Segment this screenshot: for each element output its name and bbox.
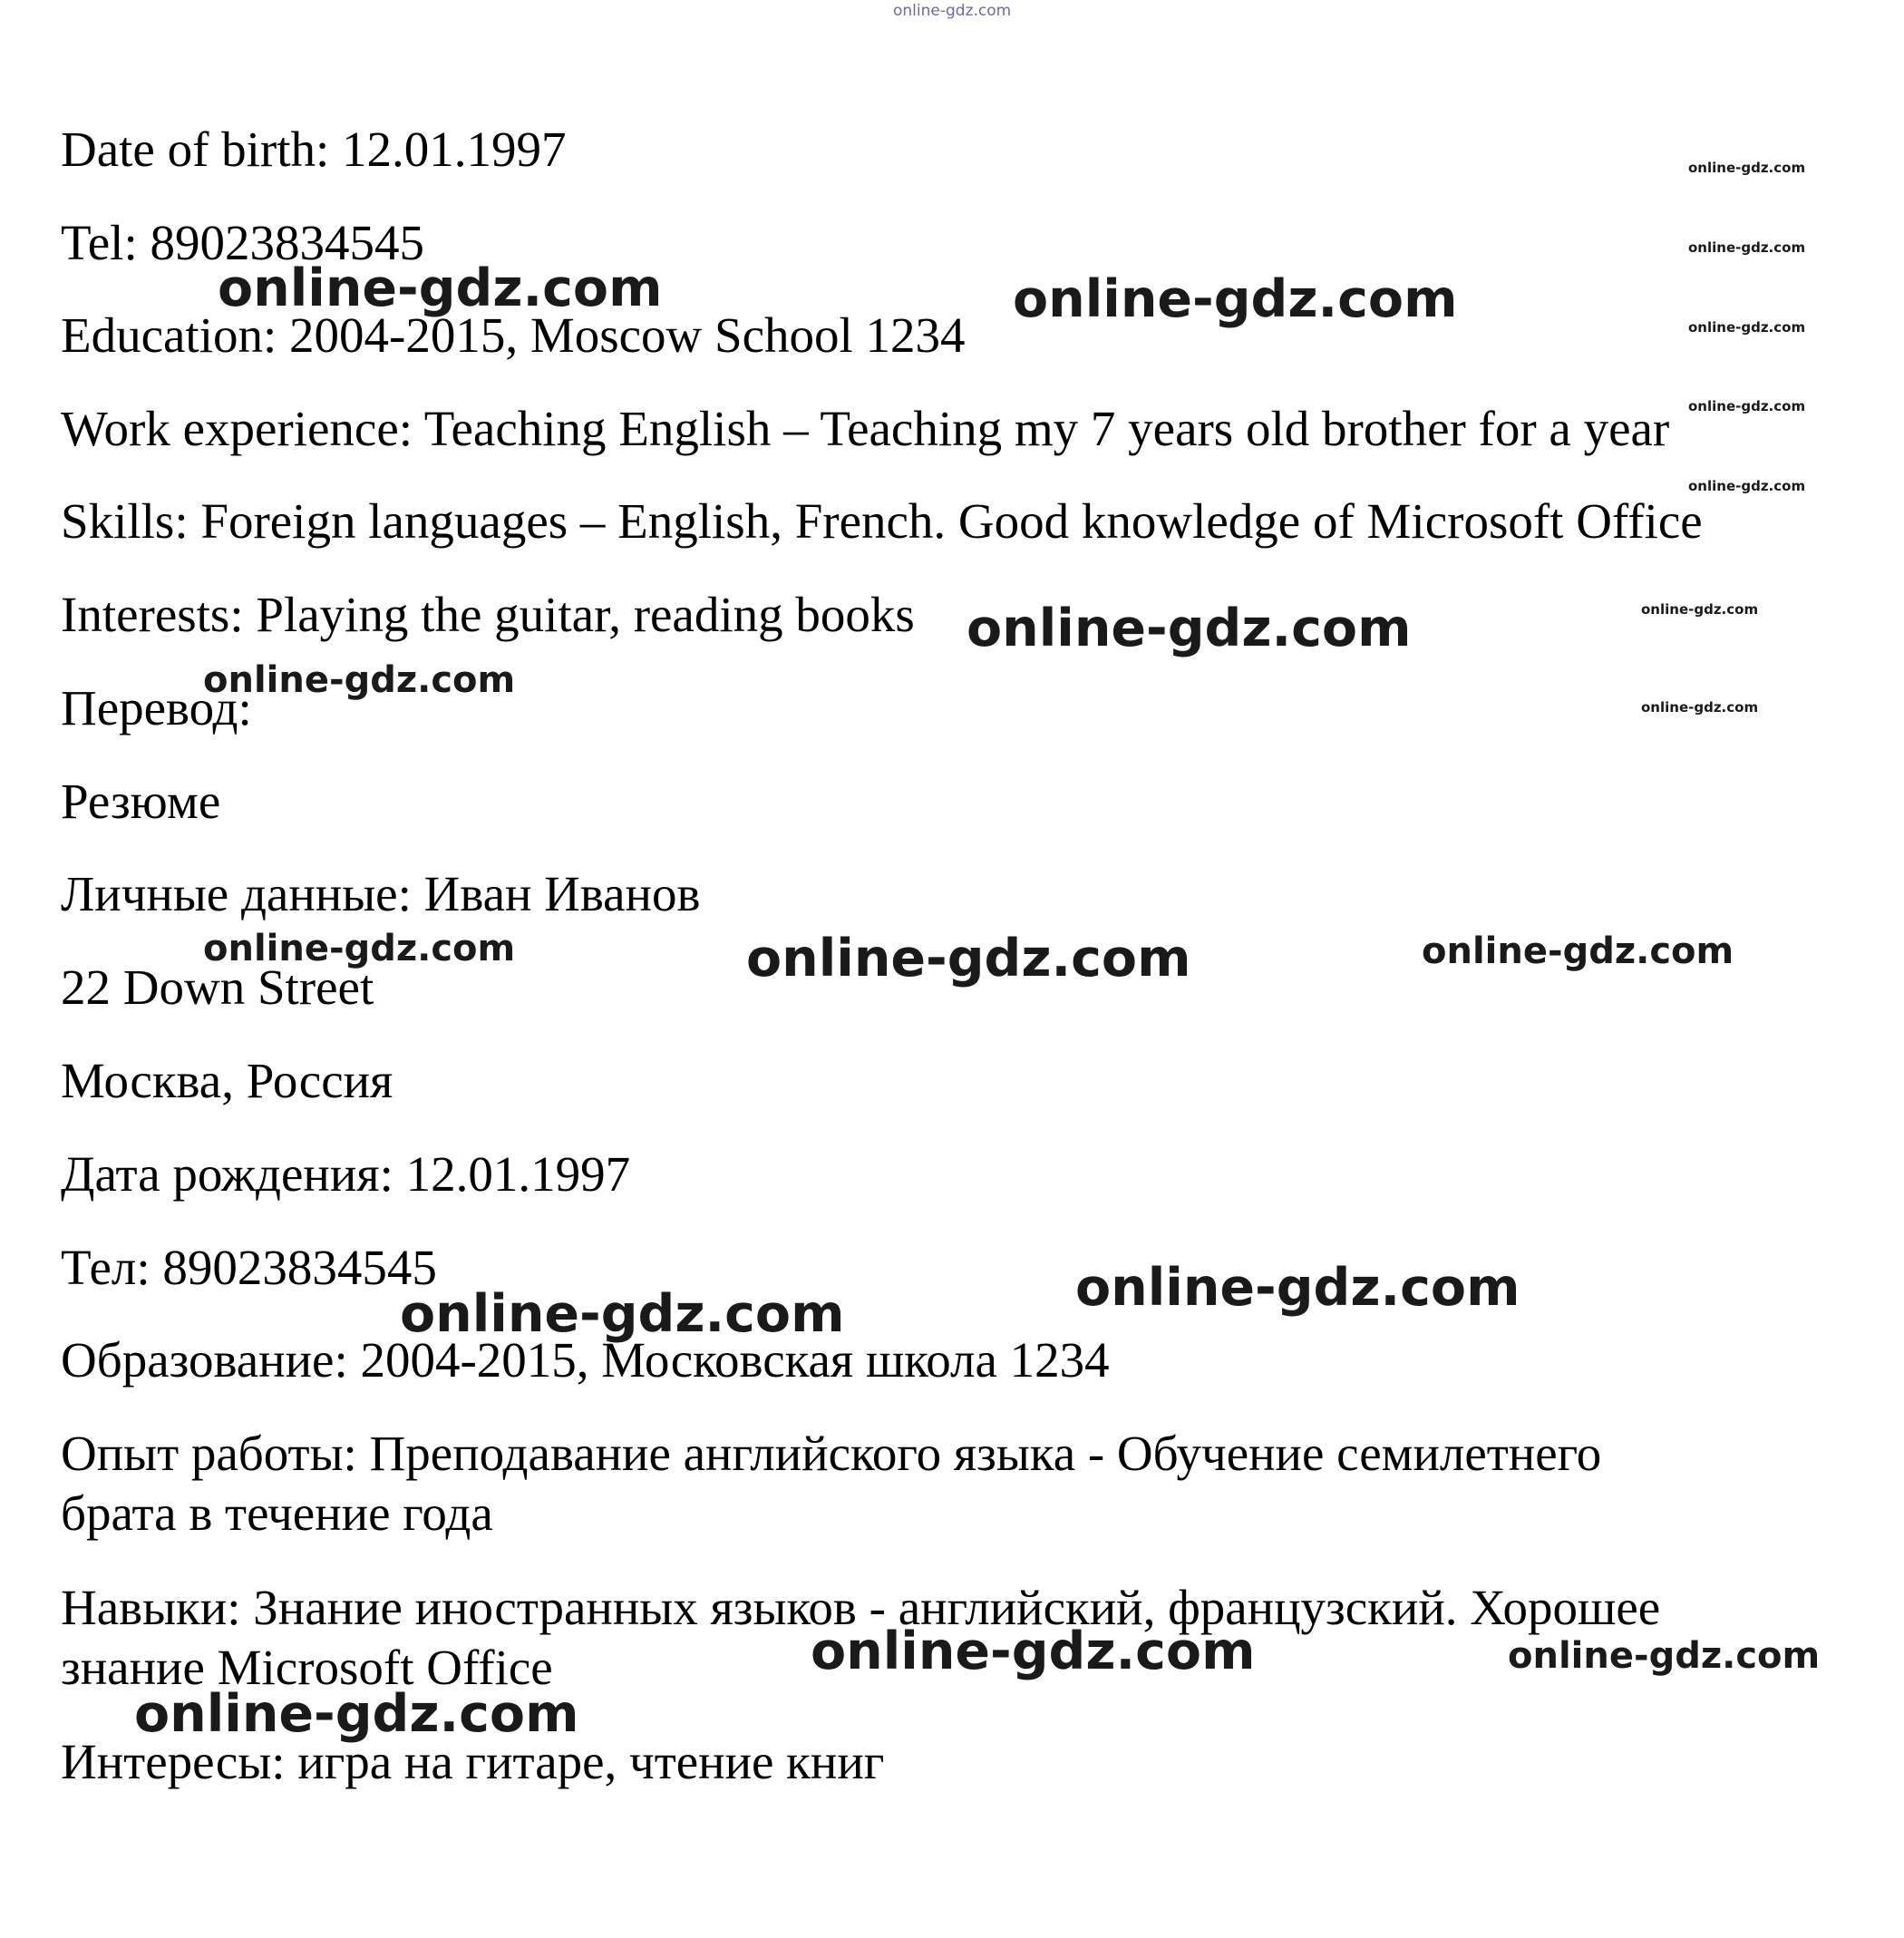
watermark-small: online-gdz.com: [1688, 398, 1806, 414]
ru-date-of-birth-line: Дата рождения: 12.01.1997: [61, 1146, 631, 1202]
watermark-large: online-gdz.com: [967, 599, 1412, 658]
watermark-small: online-gdz.com: [1688, 160, 1806, 176]
watermark-large: online-gdz.com: [218, 258, 663, 318]
ru-tel-line: Тел: 89023834545: [61, 1240, 437, 1295]
watermark-large: online-gdz.com: [811, 1621, 1256, 1681]
watermark-medium: online-gdz.com: [203, 659, 516, 701]
tel-line: Tel: 89023834545: [61, 215, 424, 270]
watermark-large: online-gdz.com: [134, 1684, 579, 1744]
watermark-medium: online-gdz.com: [1508, 1635, 1821, 1677]
resume-title: Резюме: [61, 774, 221, 829]
education-line: Education: 2004-2015, Moscow School 1234: [61, 307, 966, 363]
date-of-birth-line: Date of birth: 12.01.1997: [61, 122, 567, 177]
watermark-large: online-gdz.com: [746, 929, 1191, 988]
watermark-large: online-gdz.com: [1075, 1258, 1520, 1318]
personal-data-line: Личные данные: Иван Иванов: [61, 866, 701, 921]
work-experience-line: Work experience: Teaching English – Teaching my 7 years old brother for a year: [61, 401, 1670, 456]
watermark-small: online-gdz.com: [1641, 699, 1759, 716]
watermark-small: online-gdz.com: [1688, 319, 1806, 336]
interests-line: Interests: Playing the guitar, reading books: [61, 587, 915, 642]
watermark-medium: online-gdz.com: [203, 928, 516, 969]
ru-education-line: Образование: 2004-2015, Московская школа 1234: [61, 1332, 1110, 1388]
watermark-medium: online-gdz.com: [1422, 930, 1734, 972]
ru-work-experience-line-1: Опыт работы: Преподавание английского языка - Обучение семилетнего: [61, 1426, 1602, 1481]
ru-skills-line-1: Навыки: Знание иностранных языков - английский, французский. Хорошее: [61, 1580, 1661, 1635]
watermark-small: online-gdz.com: [1688, 478, 1806, 494]
street-line: 22 Down Street: [61, 959, 374, 1015]
skills-line: Skills: Foreign languages – English, French. Good knowledge of Microsoft Office: [61, 493, 1703, 549]
watermark-large: online-gdz.com: [400, 1284, 845, 1344]
translation-heading: Перевод:: [61, 680, 252, 735]
header-watermark: online-gdz.com: [893, 2, 1012, 20]
watermark-small: online-gdz.com: [1641, 601, 1759, 618]
watermark-large: online-gdz.com: [1013, 269, 1458, 329]
city-country-line: Москва, Россия: [61, 1053, 393, 1108]
ru-interests-line: Интересы: игра на гитаре, чтение книг: [61, 1734, 885, 1789]
watermark-small: online-gdz.com: [1688, 239, 1806, 256]
ru-skills-line-2: знание Microsoft Office: [61, 1640, 553, 1695]
ru-work-experience-line-2: брата в течение года: [61, 1485, 493, 1541]
